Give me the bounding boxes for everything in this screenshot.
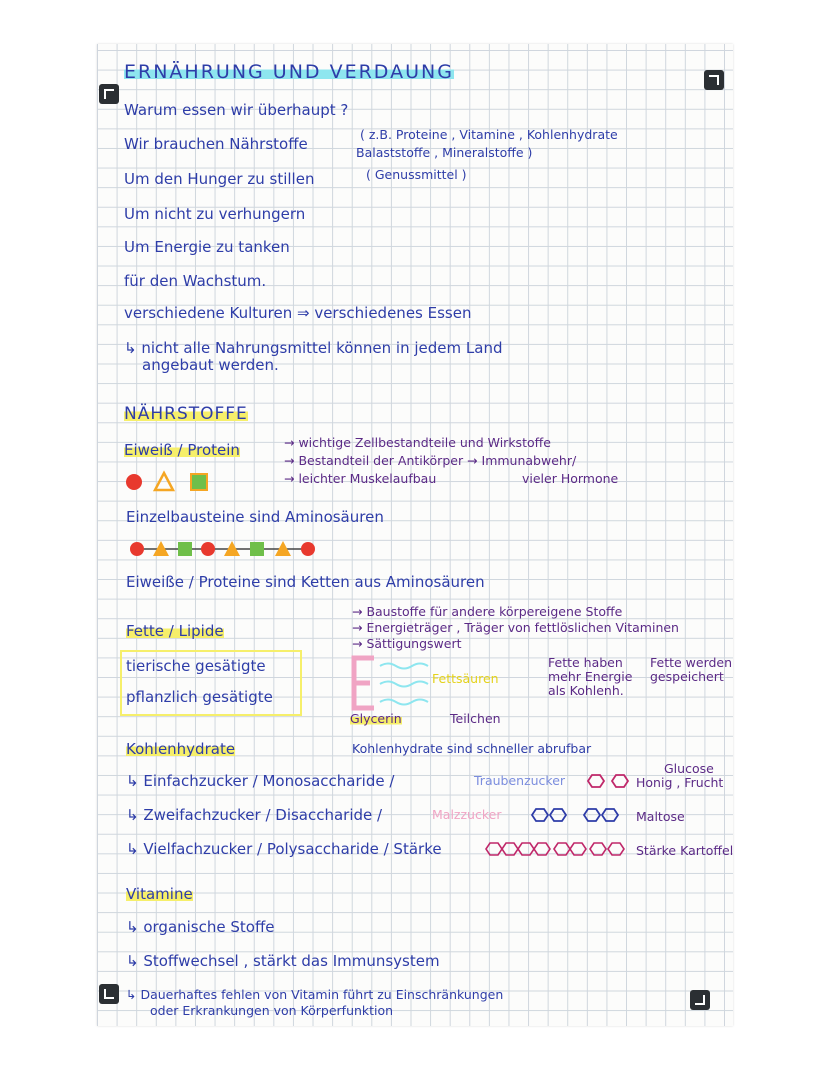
fette-point-2: → Energieträger , Träger von fettlöslichen Vitaminen: [352, 620, 679, 635]
chain-circle-icon: [201, 542, 215, 556]
fette-point-1: → Baustoffe für andere körpereigene Stoffe: [352, 604, 623, 619]
einzelbausteine-text: Einzelbausteine sind Aminosäuren: [126, 508, 384, 526]
bullet-naehrstoffe: Wir brauchen Nährstoffe: [124, 135, 308, 153]
einfachzucker-line: ↳ Einfachzucker / Monosaccharide /: [126, 772, 395, 790]
protein-label: Eiweiß / Protein: [124, 441, 240, 459]
corner-marker-top-right: [704, 70, 724, 90]
corner-marker-top-left: [99, 84, 119, 104]
page-title: ERNÄHRUNG UND VERDAUNG: [124, 61, 454, 83]
glycerin-e-shape: [354, 658, 374, 708]
fette-point-3: → Sättigungswert: [352, 636, 462, 651]
section-heading-naehrstoffe: NÄHRSTOFFE: [124, 404, 248, 424]
amino-chain-diagram: [128, 538, 328, 560]
zweifachzucker-line: ↳ Zweifachzucker / Disaccharide /: [126, 806, 383, 824]
maltose-molecule-icon: [530, 806, 630, 824]
protein-point-3: → leichter Muskelaufbau: [284, 471, 437, 486]
teilchen-label: Teilchen: [450, 711, 501, 726]
vitamine-label: Vitamine: [126, 885, 193, 903]
vitamine-point-3b: oder Erkrankungen von Körperfunktion: [150, 1003, 394, 1018]
fette-energie-note: Fette haben mehr Energie als Kohlenh.: [548, 655, 633, 698]
vitamine-point-2: ↳ Stoffwechsel , stärkt das Immunsystem: [126, 952, 440, 970]
corner-marker-bottom-left: [99, 984, 119, 1004]
glucose-label: Glucose: [664, 761, 714, 776]
fette-label: Fette / Lipide: [126, 622, 224, 640]
bullet-naehrstoffe-note: ( z.B. Proteine , Vitamine , Kohlenhydrate: [360, 127, 618, 142]
chain-circle-icon: [301, 542, 315, 556]
staerke-kartoffel-label: Stärke Kartoffel: [636, 843, 734, 858]
protein-point-3b: vieler Hormone: [522, 471, 619, 486]
malzzucker-label: Malzzucker: [432, 807, 502, 822]
bullet-kulturen: verschiedene Kulturen ⇒ verschiedenes Essen: [124, 304, 472, 322]
amino-triangle-icon: [155, 473, 173, 490]
fette-tierisch: tierische gesätigte: [126, 657, 266, 675]
note-anbau-2: angebaut werden.: [142, 356, 279, 374]
starch-molecule-icon: [484, 840, 630, 858]
fette-pflanzlich: pflanzlich gesätigte: [126, 688, 273, 706]
kohlenhydrate-label: Kohlenhydrate: [126, 740, 236, 758]
bullet-verhungern: Um nicht zu verhungern: [124, 205, 306, 223]
proteine-ketten-text: Eiweiße / Proteine sind Ketten aus Aminosäuren: [126, 573, 485, 591]
protein-point-1: → wichtige Zellbestandteile und Wirkstoffe: [284, 435, 551, 450]
chain-square-icon: [250, 542, 264, 556]
glycerin-label: Glycerin: [350, 711, 402, 726]
amino-circle-icon: [126, 474, 142, 490]
bullet-naehrstoffe-note-2: Balaststoffe , Mineralstoffe ): [356, 145, 533, 160]
question: Warum essen wir überhaupt ?: [124, 101, 349, 119]
bullet-wachstum: für den Wachstum.: [124, 272, 267, 290]
protein-point-2: → Bestandteil der Antikörper → Immunabwehr/: [284, 453, 577, 468]
honig-frucht-label: Honig , Frucht: [636, 775, 724, 790]
bullet-energie: Um Energie zu tanken: [124, 238, 290, 256]
corner-marker-bottom-right: [690, 990, 710, 1010]
vielfachzucker-line: ↳ Vielfachzucker / Polysaccharide / Stärke: [126, 840, 442, 858]
traubenzucker-label: Traubenzucker: [474, 773, 566, 788]
fette-gespeichert-note: Fette werden gespeichert: [650, 655, 733, 684]
glucose-molecule-icon: [584, 772, 634, 790]
fettsaeuren-label: Fettsäuren: [432, 671, 499, 686]
note-anbau-1: ↳ nicht alle Nahrungsmittel können in jedem Land: [124, 339, 503, 357]
bullet-hunger-note: ( Genussmittel ): [366, 167, 467, 182]
amino-square-icon: [191, 474, 207, 490]
chain-circle-icon: [130, 542, 144, 556]
chain-square-icon: [178, 542, 192, 556]
kohlenhydrate-note: Kohlenhydrate sind schneller abrufbar: [352, 741, 592, 756]
vitamine-point-3: ↳ Dauerhaftes fehlen von Vitamin führt zu Einschränkungen: [126, 987, 504, 1002]
notebook-page: [97, 44, 733, 1026]
maltose-label: Maltose: [636, 809, 685, 824]
amino-acid-shapes: [124, 470, 214, 494]
bullet-hunger: Um den Hunger zu stillen: [124, 170, 315, 188]
vitamine-point-1: ↳ organische Stoffe: [126, 918, 275, 936]
